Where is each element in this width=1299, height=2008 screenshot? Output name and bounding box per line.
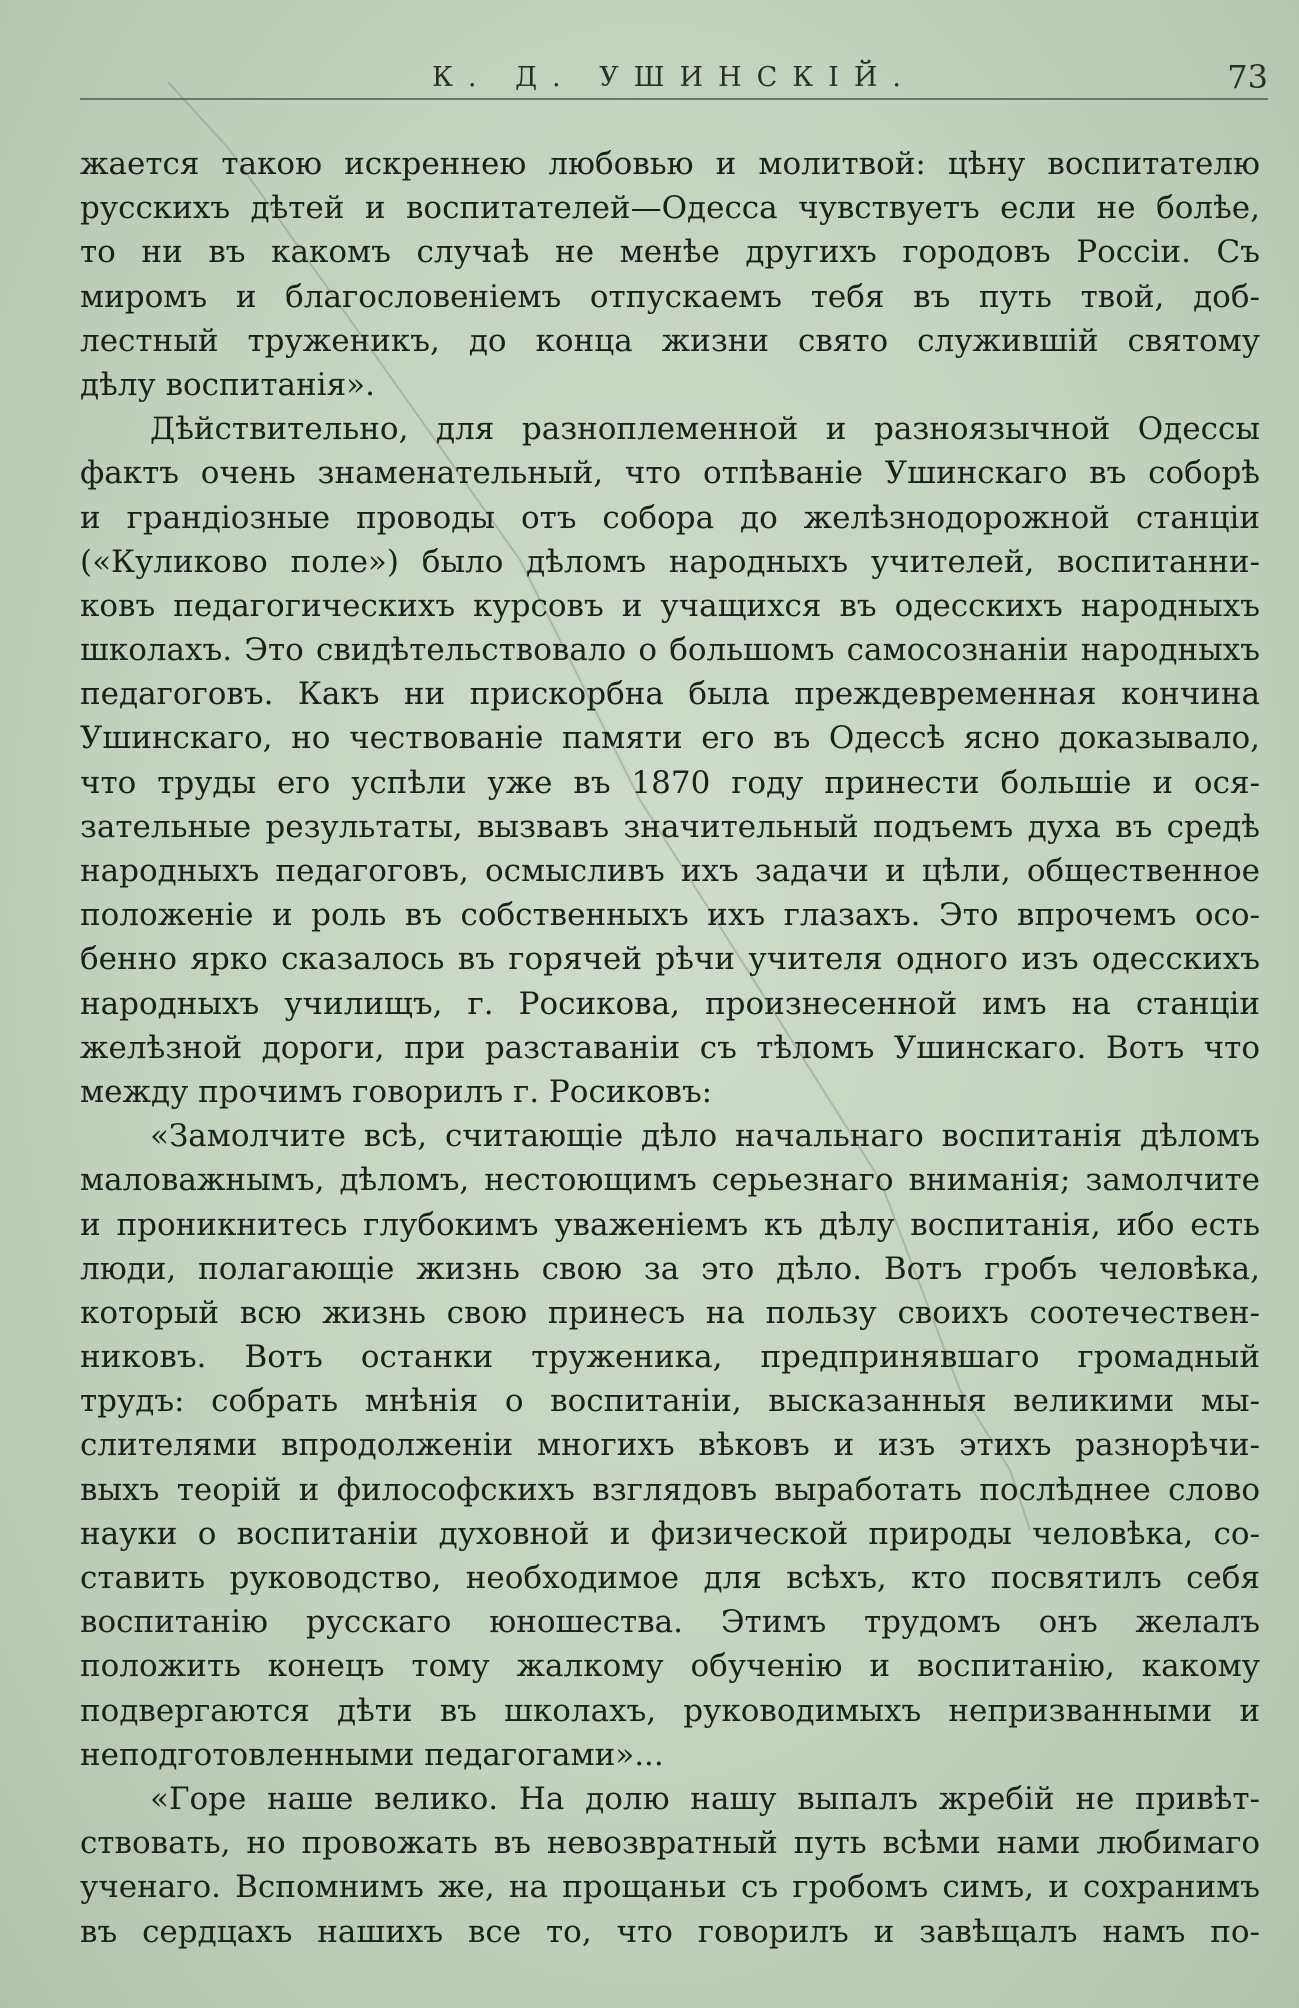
text-line: подвергаются дѣти въ школахъ, руководимыхъ непризванными и [80,1692,1260,1729]
text-line: воспитанію русскаго юношества. Этимъ трудомъ онъ желалъ [80,1604,1260,1641]
text-line: «Замолчите всѣ, считающіе дѣло начальнаго воспитанія дѣломъ [150,1118,1260,1155]
body-text [80,142,1260,1954]
running-head [80,58,1268,98]
text-line: ковъ педагогическихъ курсовъ и учащихся въ одесскихъ народныхъ [80,587,1260,624]
text-line: который всю жизнь свою принесъ на пользу своихъ соотечествен- [80,1294,1260,1331]
text-line: и грандіозные проводы отъ собора до желѣзнодорожной станціи [80,499,1260,536]
quote-paragraph-2 [80,1777,1260,1954]
text-line: миромъ и благословеніемъ отпускаемъ тебя въ путь твой, доб- [80,278,1260,315]
text-line: народныхъ училищъ, г. Росикова, произнесенной имъ на станціи [80,985,1260,1022]
text-line: («Куликово поле») было дѣломъ народныхъ учителей, воспитанни- [80,543,1260,580]
text-line: положить конецъ тому жалкому обученію и воспитанію, какому [80,1648,1260,1685]
text-line: выхъ теорій и философскихъ взглядовъ выработать послѣднее слово [80,1471,1260,1508]
quote-paragraph-1 [80,1114,1260,1777]
text-line: желѣзной дороги, при разставаніи съ тѣломъ Ушинскаго. Вотъ что [80,1029,1260,1066]
text-line: то ни въ какомъ случаѣ не менѣе другихъ городовъ Россіи. Съ [80,234,1260,271]
text-line: народныхъ педагоговъ, осмысливъ ихъ задачи и цѣли, общественное [80,853,1260,889]
text-line: зательные результаты, вызвавъ значительный подъемъ духа въ средѣ [80,808,1260,845]
text-line: Ушинскаго, но чествованіе памяти его въ Одессѣ ясно доказывало, [80,720,1260,757]
page-number: 73 [1227,58,1268,96]
text-line: неподготовленными педагогами»... [80,1736,664,1773]
text-line: и проникнитесь глубокимъ уваженіемъ къ дѣлу воспитанія, ибо есть [80,1206,1260,1243]
header-rule [80,98,1268,100]
running-head-title: К. Д. УШИНСКІЙ. [432,62,916,93]
text-line: дѣлу воспитанія». [80,366,375,403]
text-line: школахъ. Это свидѣтельствовало о большомъ самосознаніи народныхъ [80,632,1260,669]
text-line: ствовать, но провожать въ невозвратный путь всѣми нами любимаго [80,1825,1260,1862]
text-line: ученаго. Вспомнимъ же, на прощаньи съ гробомъ симъ, и сохранимъ [80,1869,1260,1906]
text-line: педагоговъ. Какъ ни прискорбна была преждевременная кончина [80,676,1260,713]
text-line: что труды его успѣли уже въ 1870 году принести большіе и ося- [80,764,1260,801]
text-line: положеніе и роль въ собственныхъ ихъ глазахъ. Это впрочемъ осо- [80,897,1260,934]
text-line: лестный труженикъ, до конца жизни свято служившій святому [80,322,1260,359]
text-line: между прочимъ говорилъ г. Росиковъ: [80,1073,713,1110]
text-line: слителями впродолженіи многихъ вѣковъ и изъ этихъ разнорѣчи- [80,1427,1260,1464]
paragraph-1 [80,142,1260,407]
text-line: въ сердцахъ нашихъ все то, что говорилъ и завѣщалъ намъ по- [80,1913,1260,1950]
paragraph-2 [80,407,1260,1114]
text-line: науки о воспитаніи духовной и физической природы человѣка, со- [80,1515,1260,1552]
text-line: Дѣйствительно, для разноплеменной и разноязычной Одессы [150,411,1260,448]
text-line: жается такою искреннею любовью и молитвой: цѣну воспитателю [80,146,1260,182]
text-line: «Горе наше велико. На долю нашу выпалъ жребій не привѣт- [150,1780,1260,1817]
text-line: ставить руководство, необходимое для всѣхъ, кто посвятилъ себя [80,1560,1260,1596]
text-line: никовъ. Вотъ останки труженика, предпринявшаго громадный [80,1339,1260,1376]
text-line: маловажнымъ, дѣломъ, нестоющимъ серьезнаго вниманія; замолчите [80,1162,1260,1199]
text-line: фактъ очень знаменательный, что отпѣваніе Ушинскаго въ соборѣ [80,455,1260,492]
text-line: бенно ярко сказалось въ горячей рѣчи учителя одного изъ одесскихъ [80,941,1260,978]
text-line: люди, полагающіе жизнь свою за это дѣло. Вотъ гробъ человѣка, [80,1250,1260,1287]
text-line: трудъ: собрать мнѣнія о воспитаніи, высказанныя великими мы- [80,1383,1260,1420]
text-line: русскихъ дѣтей и воспитателей—Одесса чувствуетъ если не болѣе, [80,190,1260,227]
